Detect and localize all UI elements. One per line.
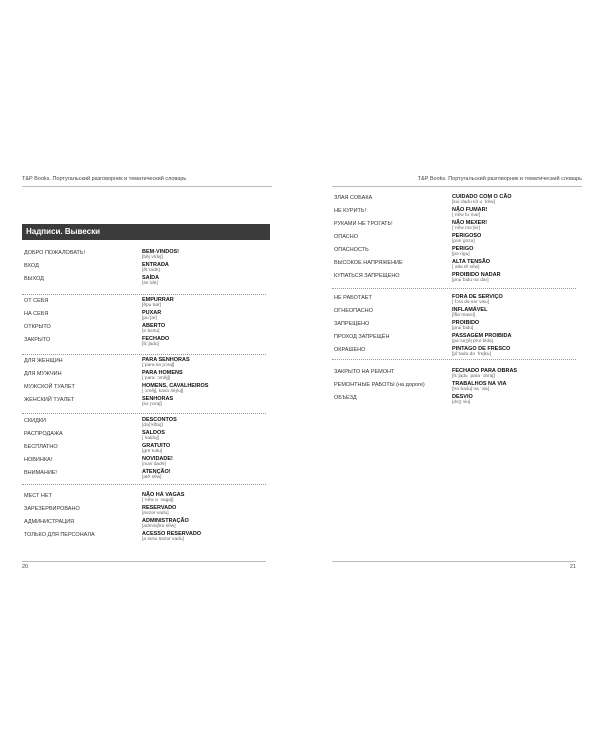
portuguese-phrase: NÃO MEXER! [452, 220, 488, 226]
russian-phrase: ЗАПРЕЩЕНО [334, 321, 370, 327]
russian-phrase: НЕ КУРИТЬ! [334, 208, 367, 214]
left-page [22, 176, 272, 576]
transcription: [pruiˈbidu naˈdar] [452, 278, 489, 283]
transcription: [pəriˈgozu] [452, 239, 475, 244]
phrase-row [22, 396, 266, 409]
portuguese-phrase: EMPURRAR [142, 297, 174, 303]
russian-phrase: НА СЕБЯ [24, 311, 49, 317]
group-separator [22, 484, 266, 485]
russian-phrase: СКИДКИ [24, 418, 47, 424]
russian-phrase: ТОЛЬКО ДЛЯ ПЕРСОНАЛА [24, 532, 95, 538]
portuguese-phrase: TRABALHOS NA VIA [452, 381, 507, 387]
transcription: [sɐˈidɐ] [142, 281, 158, 286]
phrase-row [22, 249, 266, 262]
phrase-row [332, 333, 576, 346]
russian-phrase: ОТКРЫТО [24, 324, 51, 330]
portuguese-phrase: NOVIDADE! [142, 456, 173, 462]
phrase-group [332, 368, 576, 407]
portuguese-phrase: SAÍDA [142, 275, 160, 281]
phrase-row [22, 417, 266, 430]
portuguese-phrase: PINTAGO DE FRESCO [452, 346, 511, 352]
phrase-row [22, 383, 266, 396]
transcription: [ĩflaˈmavɛl] [452, 313, 475, 318]
transcription: [paˈsaʒẽj pruiˈbida] [452, 339, 494, 344]
russian-phrase: ДЛЯ МУЖЧИН [24, 371, 62, 377]
phrase-group [332, 194, 576, 285]
russian-phrase: АДМИНИСТРАЦИЯ [24, 519, 75, 525]
russian-phrase: ОТ СЕБЯ [24, 298, 49, 304]
phrase-row [332, 307, 576, 320]
phrase-row [22, 297, 266, 310]
portuguese-phrase: NÃO FUMAR! [452, 207, 488, 213]
portuguese-phrase: ACESSO RESERVADO [142, 531, 202, 537]
phrase-row [22, 492, 266, 505]
section-title: Надписи. Вывески [22, 224, 270, 240]
portuguese-phrase: RESERVADO [142, 505, 177, 511]
transcription: [ˈnɐ̃w fuˈmar] [452, 213, 481, 218]
portuguese-phrase: PROIBIDO NADAR [452, 272, 501, 278]
portuguese-phrase: FORA DE SERVIÇO [452, 294, 503, 300]
transcription: [ˈfɔra də sərˈvisu] [452, 300, 490, 305]
transcription: [pruiˈbidu] [452, 326, 474, 331]
right-page [332, 176, 582, 576]
russian-phrase: ЗЛАЯ СОБАКА [334, 195, 373, 201]
transcription: [ˈnɐ̃w a ˈvagaʃ] [142, 498, 174, 503]
transcription: [fɛˈʃadu ˈpara ˈɔbraʃ] [452, 374, 495, 379]
transcription: [kuiˈdadu kõ u ˈkɐ̃w] [452, 200, 495, 205]
portuguese-phrase: NÃO HÁ VAGAS [142, 492, 185, 498]
header-rule [332, 186, 582, 187]
portuguese-phrase: PERIGO [452, 246, 474, 252]
portuguese-phrase: ABERTO [142, 323, 166, 329]
russian-phrase: ВХОД [24, 263, 39, 269]
phrase-group [22, 357, 266, 409]
phrase-row [22, 336, 266, 349]
portuguese-phrase: ALTA TENSÃO [452, 259, 491, 265]
phrase-row [22, 310, 266, 323]
phrase-row [22, 370, 266, 383]
russian-phrase: НЕ РАБОТАЕТ [334, 295, 372, 301]
russian-phrase: РЕМОНТНЫЕ РАБОТЫ (на дороге) [334, 382, 425, 388]
phrase-row [332, 220, 576, 233]
portuguese-phrase: ENTRADA [142, 262, 169, 268]
transcription: [ẽpuˈʀar] [142, 303, 162, 308]
phrase-row [22, 443, 266, 456]
russian-phrase: ОКРАШЕНО [334, 347, 366, 353]
transcription: [ˈɔmẽjʃ, kavaˈʎɐjruʃ] [142, 389, 184, 394]
transcription: [atẽˈsɐ̃w] [142, 475, 162, 480]
group-separator [22, 413, 266, 414]
phrase-row [332, 233, 576, 246]
russian-phrase: НОВИНКА! [24, 457, 53, 463]
phrase-row [22, 323, 266, 336]
group-separator [22, 354, 266, 355]
portuguese-phrase: PUXAR [142, 310, 162, 316]
header-rule [22, 186, 272, 187]
russian-phrase: ВНИМАНИЕ! [24, 470, 57, 476]
phrase-row [22, 469, 266, 482]
phrase-row [22, 531, 266, 544]
russian-phrase: ВЫХОД [24, 276, 44, 282]
transcription: [dəʒˈviu] [452, 400, 471, 405]
footer-rule [332, 561, 576, 562]
page-number: 20 [22, 564, 29, 570]
phrase-row [332, 394, 576, 407]
russian-phrase: ВЫСОКОЕ НАПРЯЖЕНИЕ [334, 260, 403, 266]
russian-phrase: ДЛЯ ЖЕНЩИН [24, 358, 63, 364]
phrase-row [22, 430, 266, 443]
group-separator [22, 294, 266, 295]
transcription: [ʀəzərˈvadu] [142, 511, 169, 516]
transcription: [pĩˈtadu də ˈfreʃku] [452, 352, 491, 357]
phrase-group [22, 417, 266, 482]
transcription: [puˈʃar] [142, 316, 157, 321]
transcription: [dəʃˈkõtuʃ] [142, 423, 163, 428]
phrase-row [332, 381, 576, 394]
phrase-row [332, 368, 576, 381]
russian-phrase: МУЖСКОЙ ТУАЛЕТ [24, 384, 75, 390]
russian-phrase: РАСПРОДАЖА [24, 431, 63, 437]
transcription: [ẽtˈradɐ] [142, 268, 160, 273]
phrase-group [22, 492, 266, 544]
transcription: [ˈnɐ̃w məˈʃer] [452, 226, 480, 231]
transcription: [ˈpara ˈɔmẽjʃ] [142, 376, 170, 381]
phrase-row [332, 194, 576, 207]
russian-phrase: БЕСПЛАТНО [24, 444, 58, 450]
phrase-group [22, 297, 266, 349]
portuguese-phrase: PROIBIDO [452, 320, 480, 326]
phrase-row [22, 262, 266, 275]
transcription: [ɐˈbɛrtu] [142, 329, 160, 334]
transcription: [adminiʃtraˈsɐ̃w] [142, 524, 176, 529]
footer-rule [22, 561, 266, 562]
portuguese-phrase: BEM-VINDOS! [142, 249, 179, 255]
phrase-row [22, 518, 266, 531]
transcription: [səˈɲɔraʃ] [142, 402, 162, 407]
phrase-row [332, 320, 576, 333]
phrase-row [332, 246, 576, 259]
portuguese-phrase: ADMINISTRAÇÃO [142, 518, 189, 524]
russian-phrase: ЗАКРЫТО НА РЕМОНТ [334, 369, 395, 375]
portuguese-phrase: SENHORAS [142, 396, 174, 402]
russian-phrase: ЖЕНСКИЙ ТУАЛЕТ [24, 397, 75, 403]
transcription: [ˈalta tẽˈsɐ̃w] [452, 265, 480, 270]
phrase-group [22, 249, 266, 288]
portuguese-phrase: PARA SENHORAS [142, 357, 190, 363]
portuguese-phrase: HOMENS, CAVALHEIROS [142, 383, 209, 389]
portuguese-phrase: FECHADO PARA OBRAS [452, 368, 518, 374]
russian-phrase: КУПАТЬСЯ ЗАПРЕЩЕНО [334, 273, 400, 279]
portuguese-phrase: SALDOS [142, 430, 165, 436]
russian-phrase: ОБЪЕЗД [334, 395, 357, 401]
portuguese-phrase: PASSAGEM PROIBIDA [452, 333, 512, 339]
russian-phrase: ОПАСНОСТЬ [334, 247, 369, 253]
portuguese-phrase: DESCONTOS [142, 417, 177, 423]
group-separator [332, 359, 576, 360]
portuguese-phrase: FECHADO [142, 336, 170, 342]
running-header: T&P Books. Португальский разговорник и тематический словарь [417, 176, 582, 182]
portuguese-phrase: ATENÇÃO! [142, 469, 171, 475]
transcription: [aˈsɛsu ʀəzərˈvadu] [142, 537, 184, 542]
running-header: T&P Books. Португальский разговорник и тематический словарь [22, 176, 187, 182]
portuguese-phrase: GRATUITO [142, 443, 171, 449]
portuguese-phrase: CUIDADO COM O CÃO [452, 194, 512, 200]
group-separator [332, 288, 576, 289]
phrase-row [22, 275, 266, 288]
portuguese-phrase: INFLAMÁVEL [452, 307, 488, 313]
transcription: [nuviˈdadɘ] [142, 462, 166, 467]
russian-phrase: ЗАКРЫТО [24, 337, 51, 343]
portuguese-phrase: PERIGOSO [452, 233, 482, 239]
russian-phrase: ДОБРО ПОЖАЛОВАТЬ! [24, 250, 86, 256]
phrase-row [332, 346, 576, 359]
transcription: [ˈsaldu∫] [142, 436, 160, 441]
russian-phrase: РУКАМИ НЕ ТРОГАТЬ! [334, 221, 393, 227]
phrase-row [332, 207, 576, 220]
phrase-row [332, 294, 576, 307]
phrase-group [332, 294, 576, 359]
portuguese-phrase: DESVIO [452, 394, 473, 400]
transcription: [ˈpara səˈɲɔraʃ] [142, 363, 175, 368]
transcription: [pəˈrigu] [452, 252, 470, 257]
russian-phrase: ЗАРЕЗЕРВИРОВАНО [24, 506, 80, 512]
transcription: [bẽjˈvĩduʃ] [142, 255, 163, 260]
phrase-row [22, 505, 266, 518]
transcription: [traˈbaʎuʃ na ˈvia] [452, 387, 490, 392]
portuguese-phrase: PARA HOMENS [142, 370, 183, 376]
transcription: [fɛˈʃadu] [142, 342, 159, 347]
phrase-row [332, 259, 576, 272]
phrase-row [332, 272, 576, 285]
page-number: 21 [569, 564, 576, 570]
phrase-row [22, 357, 266, 370]
transcription: [grɐˈtuitu] [142, 449, 163, 454]
phrase-row [22, 456, 266, 469]
russian-phrase: ОПАСНО [334, 234, 359, 240]
russian-phrase: ПРОХОД ЗАПРЕЩЁН [334, 334, 390, 340]
russian-phrase: ОГНЕОПАСНО [334, 308, 373, 314]
russian-phrase: МЕСТ НЕТ [24, 493, 52, 499]
